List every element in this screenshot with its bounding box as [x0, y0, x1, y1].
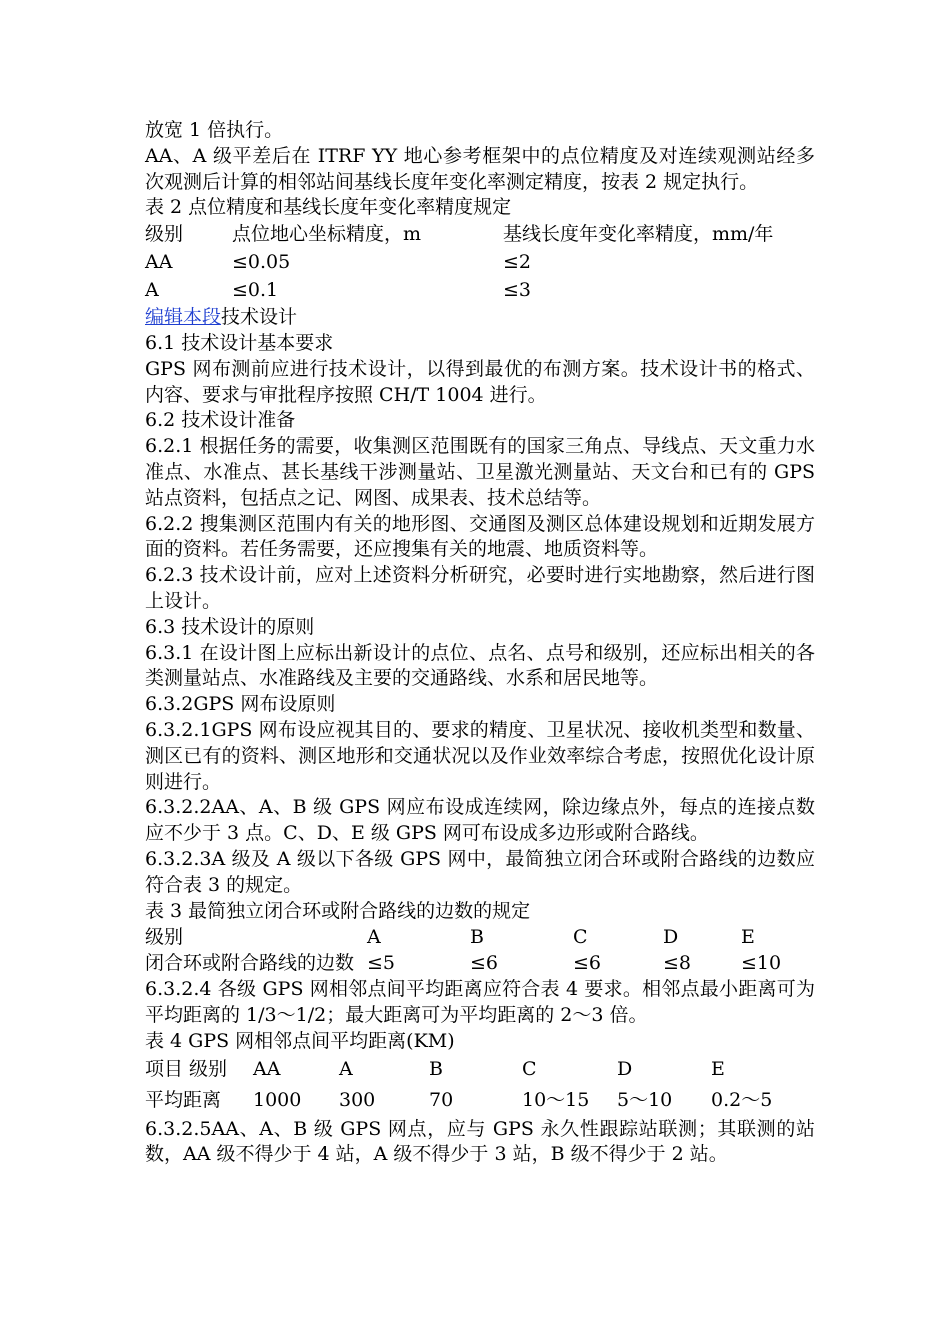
- table-header-cell: 项目 级别: [145, 1057, 228, 1080]
- table-cell: ≤6: [470, 952, 499, 975]
- table-cell: ≤0.1: [232, 279, 279, 302]
- table-4: [145, 1055, 772, 1117]
- section-title: 技术设计: [221, 306, 298, 329]
- table-header-cell: AA: [253, 1057, 281, 1080]
- table-4-caption: 表 4 GPS 网相邻点间平均距离(KM): [145, 1029, 455, 1052]
- text-paragraph: AA、A 级平差后在 ITRF YY 地心参考框架中的点位精度及对连续观测站经多次观测后计算的相邻站间基线长度年变化率测定精度，按表 2 规定执行。: [145, 144, 815, 193]
- table-header-cell: B: [470, 925, 484, 948]
- text-paragraph: 6.3.2.1GPS 网布设应视其目的、要求的精度、卫星状况、接收机类型和数量、测区已有的资料、测区地形和交通状况以及作业效率综合考虑，按照优化设计原则进行。: [145, 718, 815, 793]
- table-cell: ≤8: [663, 952, 692, 975]
- table-3-caption: 表 3 最简独立闭合环或附合路线的边数的规定: [145, 899, 531, 922]
- section-heading: [145, 305, 815, 331]
- heading-6-1: 6.1 技术设计基本要求: [145, 331, 334, 354]
- table-cell: A: [145, 279, 159, 302]
- table-header-cell: B: [429, 1057, 443, 1080]
- table-header-cell: A: [339, 1057, 353, 1080]
- text-paragraph: 6.3.2.5AA、A、B 级 GPS 网点，应与 GPS 永久性跟踪站联测；其联测的站数，AA 级不得少于 4 站，A 级不得少于 3 站，B 级不得少于 2 站。: [145, 1117, 815, 1166]
- table-cell: 闭合环或附合路线的边数: [145, 952, 355, 975]
- text-paragraph: 6.3.2.2AA、A、B 级 GPS 网应布设成连续网，除边缘点外，每点的连接点数应不少于 3 点。C、D、E 级 GPS 网可布设成多边形或附合路线。: [145, 796, 815, 845]
- table-header-cell: 级别: [145, 223, 184, 246]
- text-paragraph: GPS 网布测前应进行技术设计，以得到最优的布测方案。技术设计书的格式、内容、要求与审批程序按照 CH/T 1004 进行。: [145, 357, 815, 406]
- text-paragraph: 6.3.2.4 各级 GPS 网相邻点间平均距离应符合表 4 要求。相邻点最小距离可为平均距离的 1/3～1/2；最大距离可为平均距离的 2～3 倍。: [145, 978, 815, 1026]
- table-row: [145, 951, 781, 977]
- edit-section-link[interactable]: 编辑本段: [145, 306, 222, 329]
- table-2-caption: 表 2 点位精度和基线长度年变化率精度规定: [145, 196, 512, 219]
- table-cell: 0.2～5: [711, 1088, 773, 1111]
- text-line: 放宽 1 倍执行。: [145, 119, 284, 141]
- table-header-cell: 级别: [145, 925, 184, 948]
- table-cell: ≤6: [573, 952, 602, 975]
- table-row: [145, 1086, 772, 1117]
- table-header-cell: E: [711, 1057, 725, 1080]
- text-paragraph: 6.2.1 根据任务的需要，收集测区范围既有的国家三角点、导线点、天文重力水准点、水准点、甚长基线干涉测量站、卫星激光测量站、天文台和已有的 GPS 站点资料，包括点之记、网图、成果表、技术总结等。: [145, 435, 815, 509]
- table-header-cell: 基线长度年变化率精度，mm/年: [503, 223, 774, 246]
- table-cell: 1000: [253, 1088, 302, 1111]
- table-cell: 70: [429, 1088, 454, 1111]
- table-3: [145, 924, 781, 977]
- table-header-row: [145, 1055, 772, 1086]
- table-cell: ≤3: [503, 279, 532, 302]
- table-cell: ≤0.05: [232, 251, 291, 274]
- heading-6-2: 6.2 技术设计准备: [145, 409, 296, 432]
- text-paragraph: 6.3.2.3A 级及 A 级以下各级 GPS 网中，最简独立闭合环或附合路线的边数应符合表 3 的规定。: [145, 847, 815, 896]
- table-header-cell: 点位地心坐标精度，m: [232, 223, 422, 246]
- table-cell: ≤5: [367, 952, 396, 975]
- table-cell: 300: [339, 1088, 376, 1111]
- table-header-cell: E: [741, 925, 755, 948]
- table-cell: 10～15: [522, 1088, 590, 1111]
- text-paragraph: 6.3.1 在设计图上应标出新设计的点位、点名、点号和级别，还应标出相关的各类测量站点、水准路线及主要的交通路线、水系和居民地等。: [145, 641, 815, 690]
- table-cell: ≤2: [503, 251, 532, 274]
- table-row: [145, 277, 773, 305]
- table-header-row: [145, 924, 781, 951]
- table-header-row: [145, 221, 773, 249]
- text-paragraph: 6.2.2 搜集测区范围内有关的地形图、交通图及测区总体建设规划和近期发展方面的资料。若任务需要，还应搜集有关的地震、地质资料等。: [145, 512, 815, 561]
- heading-6-3: 6.3 技术设计的原则: [145, 615, 315, 638]
- table-header-cell: C: [522, 1057, 537, 1080]
- table-cell: AA: [145, 251, 173, 274]
- table-cell: 5～10: [617, 1088, 673, 1111]
- heading-6-3-2: 6.3.2GPS 网布设原则: [145, 693, 336, 716]
- table-header-cell: D: [663, 925, 679, 948]
- text-paragraph: 6.2.3 技术设计前，应对上述资料分析研究，必要时进行实地勘察，然后进行图上设计。: [145, 564, 815, 612]
- table-header-cell: C: [573, 925, 588, 948]
- table-cell: 平均距离: [145, 1088, 222, 1111]
- table-2: [145, 221, 773, 305]
- table-header-cell: D: [617, 1057, 633, 1080]
- table-header-cell: A: [367, 925, 381, 948]
- table-row: [145, 249, 773, 277]
- table-cell: ≤10: [741, 952, 782, 975]
- document-page: [145, 118, 815, 1168]
